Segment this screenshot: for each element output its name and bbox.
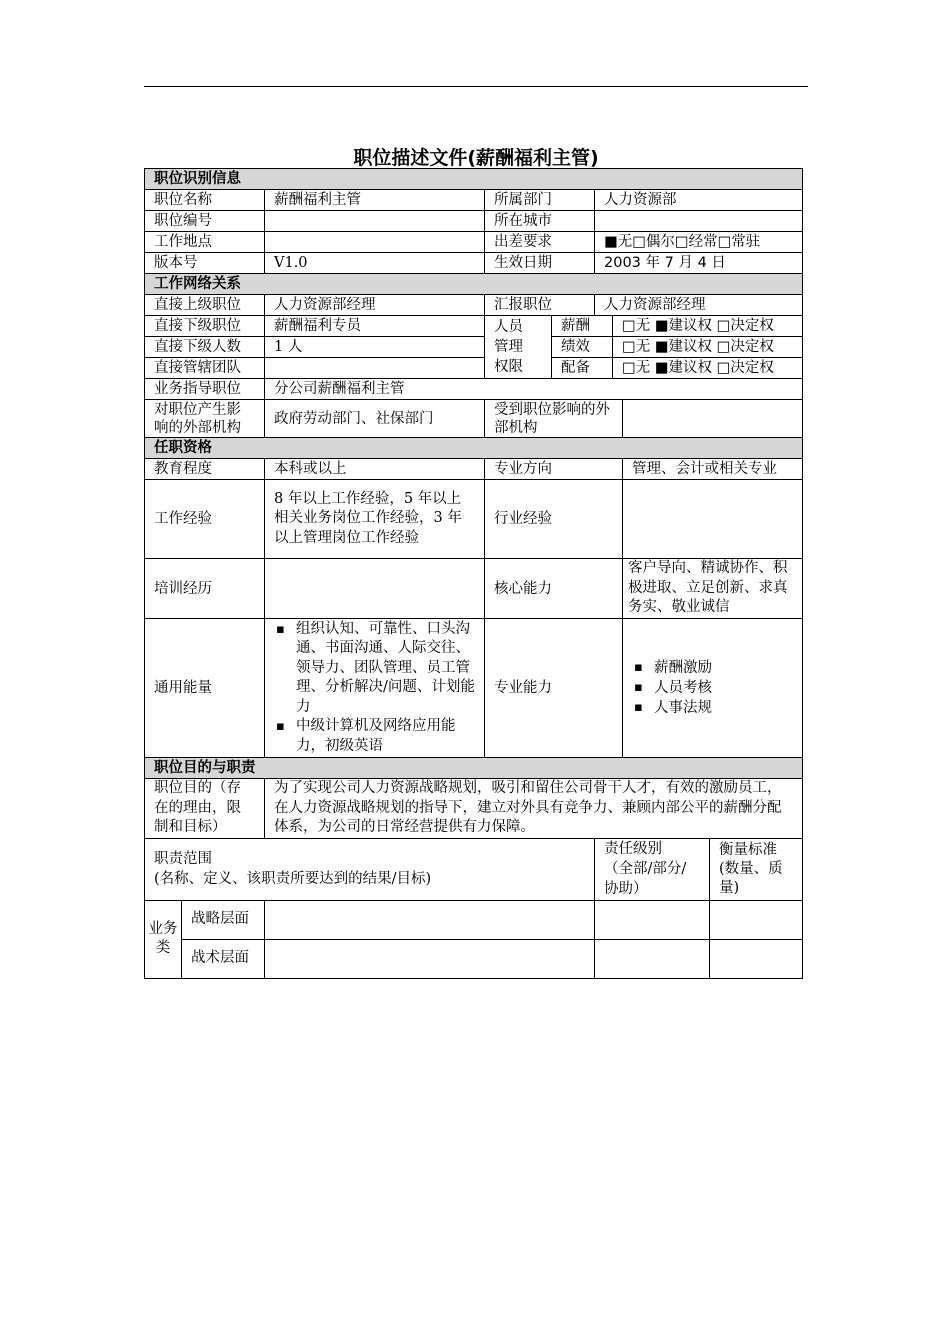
department-label: 所属部门 (485, 190, 595, 211)
guidance-value: 分公司薪酬福利主管 (265, 379, 803, 400)
report-value: 人力资源部经理 (595, 295, 803, 316)
scope-header (145, 838, 595, 900)
professional-ability-item: ▪ 人员考核 (654, 678, 793, 698)
section-purpose: 职位目的与职责 (145, 758, 803, 779)
staffing-authority-label: 配备 (552, 358, 613, 379)
training-value (265, 559, 485, 619)
subordinate-count-label: 直接下级人数 (145, 337, 265, 358)
general-ability-item: ▪ 组织认知、可靠性、口头沟通、书面沟通、人际交往、领导力、团队管理、员工管理、分析解决/问题、计划能力 (296, 620, 475, 718)
tactical-level-cell (595, 939, 710, 978)
measure-header: 衡量标准(数量、质量) (710, 838, 803, 900)
external-influence-value: 政府劳动部门、社保部门 (265, 400, 485, 438)
position-code-value (265, 211, 485, 232)
version-value: V1.0 (265, 253, 485, 274)
professional-ability-item: ▪ 薪酬激励 (654, 658, 793, 678)
business-category-label: 业务类 (145, 900, 182, 978)
subordinate-label: 直接下级职位 (145, 316, 265, 337)
effective-date-label: 生效日期 (485, 253, 595, 274)
major-value: 管理、会计或相关专业 (623, 459, 803, 480)
department-value: 人力资源部 (595, 190, 803, 211)
subordinate-count-value: 1 人 (265, 337, 485, 358)
strategic-level-cell (595, 900, 710, 939)
team-value (265, 358, 485, 379)
experience-value: 8 年以上工作经验，5 年以上相关业务岗位工作经验，3 年以上管理岗位工作经验 (265, 480, 485, 559)
authority-label (485, 316, 552, 379)
core-competency-label: 核心能力 (485, 559, 623, 619)
level-header (595, 838, 710, 900)
document-title: 职位描述文件(薪酬福利主管) (353, 147, 599, 169)
version-label: 版本号 (145, 253, 265, 274)
position-name-label: 职位名称 (145, 190, 265, 211)
position-name-value: 薪酬福利主管 (265, 190, 485, 211)
general-ability-value (265, 619, 485, 758)
section-network: 工作网络关系 (145, 274, 803, 295)
travel-label: 出差要求 (485, 232, 595, 253)
city-label: 所在城市 (485, 211, 595, 232)
professional-ability-value (623, 619, 803, 758)
tactical-measure-cell (710, 939, 803, 978)
superior-label: 直接上级职位 (145, 295, 265, 316)
position-code-label: 职位编号 (145, 211, 265, 232)
industry-label: 行业经验 (485, 480, 623, 559)
guidance-label: 业务指导职位 (145, 379, 265, 400)
authority-label-line: 管理 (494, 339, 523, 355)
section-identification: 职位识别信息 (145, 169, 803, 190)
salary-authority-value: □无 ■建议权 □决定权 (613, 316, 803, 337)
work-location-label: 工作地点 (145, 232, 265, 253)
section-qualification: 任职资格 (145, 438, 803, 459)
professional-ability-label: 专业能力 (485, 619, 623, 758)
effective-date-value: 2003 年 7 月 4 日 (595, 253, 803, 274)
team-label: 直接管辖团队 (145, 358, 265, 379)
professional-ability-item: ▪ 人事法规 (654, 698, 793, 718)
education-value: 本科或以上 (265, 459, 485, 480)
subordinate-value: 薪酬福利专员 (265, 316, 485, 337)
work-location-value (265, 232, 485, 253)
education-label: 教育程度 (145, 459, 265, 480)
strategic-scope-cell (265, 900, 595, 939)
general-ability-item: ▪ 中级计算机及网络应用能力，初级英语 (296, 717, 475, 756)
scope-header-title: 职责范围 (154, 851, 212, 867)
authority-label-line: 人员 (494, 319, 523, 335)
travel-value: ■无□偶尔□经常□常驻 (595, 232, 803, 253)
core-competency-value: 客户导向、精诚协作、积极进取、立足创新、求真务实、敬业诚信 (623, 559, 803, 619)
purpose-label: 职位目的（存在的理由，限制和目标） (145, 779, 265, 839)
experience-label: 工作经验 (145, 480, 265, 559)
external-affected-value (623, 400, 803, 438)
strategic-level-label: 战略层面 (182, 900, 265, 939)
industry-value (623, 480, 803, 559)
level-header-title: 责任级别 (604, 841, 662, 857)
scope-header-subtitle: (名称、定义、该职责所要达到的结果/目标) (154, 871, 432, 887)
city-value (595, 211, 803, 232)
performance-authority-value: □无 ■建议权 □决定权 (613, 337, 803, 358)
external-influence-label: 对职位产生影响的外部机构 (145, 400, 265, 438)
level-header-subtitle: （全部/部分/协助） (604, 861, 687, 897)
purpose-value: 为了实现公司人力资源战略规划，吸引和留住公司骨干人才，有效的激励员工，在人力资源战略规划的指导下，建立对外具有竞争力、兼顾内部公平的薪酬分配体系，为公司的日常经营提供有力保障。 (265, 779, 803, 839)
staffing-authority-value: □无 ■建议权 □决定权 (613, 358, 803, 379)
major-label: 专业方向 (485, 459, 623, 480)
tactical-level-label: 战术层面 (182, 939, 265, 978)
training-label: 培训经历 (145, 559, 265, 619)
superior-value: 人力资源部经理 (265, 295, 485, 316)
performance-authority-label: 绩效 (552, 337, 613, 358)
external-affected-label: 受到职位影响的外部机构 (485, 400, 623, 438)
general-ability-label: 通用能量 (145, 619, 265, 758)
strategic-measure-cell (710, 900, 803, 939)
report-label: 汇报职位 (485, 295, 595, 316)
salary-authority-label: 薪酬 (552, 316, 613, 337)
tactical-scope-cell (265, 939, 595, 978)
header-rule (144, 86, 808, 87)
authority-label-line: 权限 (494, 359, 523, 375)
job-description-table (144, 168, 803, 979)
